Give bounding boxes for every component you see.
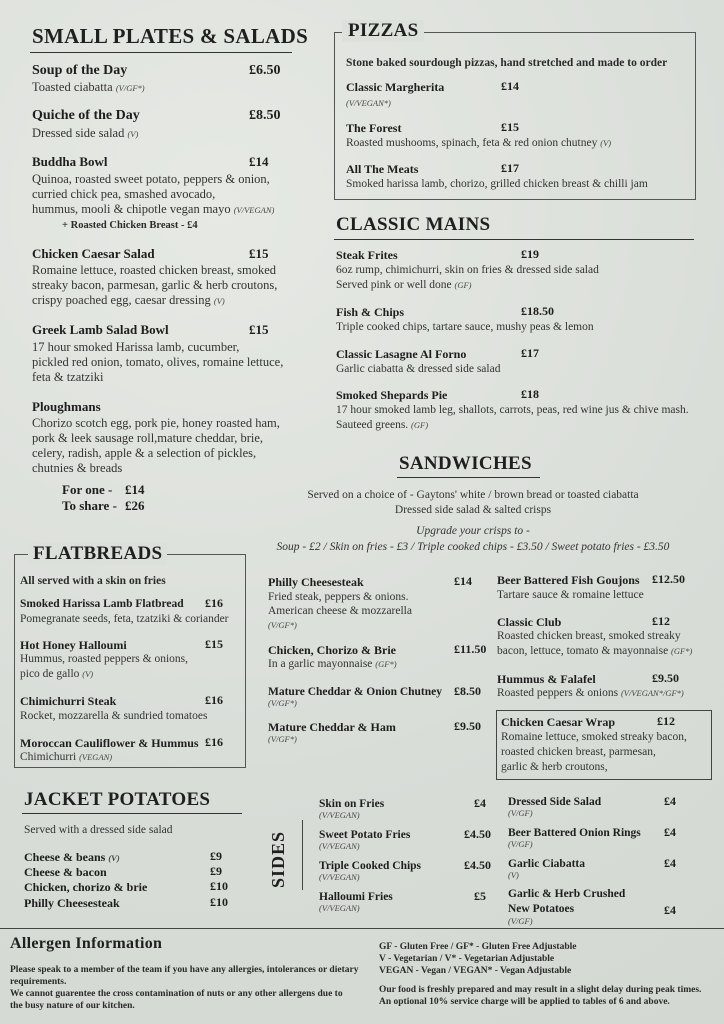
item-greek-price: £15 <box>249 322 269 337</box>
side-salad-diet: (V/GF) <box>508 808 533 818</box>
main-steak-price: £19 <box>521 247 539 261</box>
flatbread-steak-name: Chimichurri Steak <box>20 694 117 708</box>
main-lasagne-desc: Garlic ciabatta & dressed side salad <box>336 363 501 375</box>
side-sweet-price: £4.50 <box>464 827 491 841</box>
side-ciabatta-name: Garlic Ciabatta <box>508 858 585 870</box>
sandwich-cheddar-ham-price: £9.50 <box>454 719 481 733</box>
jacket-philly-name: Philly Cheesesteak <box>24 896 120 910</box>
main-shepards-price: £18 <box>521 387 539 401</box>
flatbread-cauliflower-name: Moroccan Cauliflower & Hummus <box>20 736 199 750</box>
sandwich-philly-desc: Fried steak, peppers & onions. American cheese & mozzarella (V/GF*) <box>268 591 412 630</box>
main-steak-desc: 6oz rump, chimichurri, skin on fries & dressed side salad Served pink or well done (GF) <box>336 264 599 291</box>
side-fries-diet: (V/VEGAN) <box>319 810 360 820</box>
flatbread-lamb-desc: Pomegranate seeds, feta, tzatziki & coriander <box>20 613 229 625</box>
allergen-text: Please speak to a member of the team if you have any allergies, intolerances or dietary requirements. We cannot guarentee the cross contamination of nuts or any other allergens due to the busy nature of our kitchen. <box>10 965 359 1011</box>
flatbread-lamb-price: £16 <box>205 596 223 610</box>
allergen-key: GF - Gluten Free / GF* - Gluten Free Adjustable V - Vegetarian / V* - Vegetarian Adjustable VEGAN - Vegan / VEGAN* - Vegan Adjustable <box>379 942 577 976</box>
side-salad-name: Dressed Side Salad <box>508 796 602 808</box>
jacket-beans-name: Cheese & beans (V) <box>24 850 120 864</box>
side-triple-price: £4.50 <box>464 858 491 872</box>
main-fish-name: Fish & Chips <box>336 305 405 319</box>
sandwich-chorizo-name: Chicken, Chorizo & Brie <box>268 643 396 657</box>
main-fish-desc: Triple cooked chips, tartare sauce, mushy peas & lemon <box>336 321 594 333</box>
allergen-title: Allergen Information <box>10 935 163 952</box>
sandwich-hummus-name: Hummus & Falafel <box>497 672 596 686</box>
item-soup-name: Soup of the Day <box>32 63 128 78</box>
item-greek-desc: 17 hour smoked Harissa lamb, cucumber, pickled red onion, tomato, olives, romaine lettuce, feta & tzatziki <box>32 340 284 384</box>
jacket-beans-price: £9 <box>210 849 222 863</box>
sandwiches-upgrade: Upgrade your crisps to - <box>416 525 530 537</box>
side-sweet-name: Sweet Potato Fries <box>319 829 411 841</box>
main-lasagne-price: £17 <box>521 346 539 360</box>
sandwich-club-name: Classic Club <box>497 615 562 629</box>
item-quiche-desc: Dressed side salad (V) <box>32 126 139 140</box>
jacket-chicken-price: £10 <box>210 879 228 893</box>
pizza-meats-desc: Smoked harissa lamb, chorizo, grilled chicken breast & chilli jam <box>346 178 648 190</box>
side-fries-price: £4 <box>474 796 486 810</box>
side-ciabatta-price: £4 <box>664 856 676 870</box>
pizza-forest-desc: Roasted mushooms, spinach, feta & red onion chutney (V) <box>346 137 612 149</box>
sandwiches-upgrade-options: Soup - £2 / Skin on fries - £3 / Triple cooked chips - £3.50 / Sweet potato fries - £3.50 <box>276 541 670 553</box>
main-lasagne-name: Classic Lasagne Al Forno <box>336 347 467 361</box>
sandwich-club-desc: Roasted chicken breast, smoked streaky bacon, lettuce, tomato & mayonnaise (GF*) <box>497 630 693 657</box>
sandwich-wrap-name: Chicken Caesar Wrap <box>501 715 616 729</box>
pizzas-title: PIZZAS <box>342 20 424 42</box>
sandwich-hummus-price: £9.50 <box>652 671 679 685</box>
jacket-rule <box>22 813 242 814</box>
side-potatoes-diet: (V/GF) <box>508 916 533 926</box>
jacket-philly-price: £10 <box>210 895 228 909</box>
sandwich-goujons-name: Beer Battered Fish Goujons <box>497 573 640 587</box>
side-sweet-diet: (V/VEGAN) <box>319 841 360 851</box>
jacket-chicken-name: Chicken, chorizo & brie <box>24 880 148 894</box>
flatbreads-title: FLATBREADS <box>28 543 167 565</box>
side-halloumi-name: Halloumi Fries <box>319 891 393 903</box>
ploughmans-for-one-price: £14 <box>125 482 145 497</box>
item-caesar-name: Chicken Caesar Salad <box>32 246 155 261</box>
allergen-notes: Our food is freshly prepared and may result in a slight delay during peak times. An optional 10% service charge will be applied to tables of 6 and above. <box>379 985 702 1007</box>
pizza-meats-name: All The Meats <box>346 162 419 176</box>
side-potatoes-price: £4 <box>664 903 676 917</box>
sandwich-goujons-desc: Tartare sauce & romaine lettuce <box>497 589 644 601</box>
main-steak-name: Steak Frites <box>336 248 398 262</box>
item-ploughmans-desc: Chorizo scotch egg, pork pie, honey roasted ham, pork & leek sausage roll,mature cheddar, brie, celery, radish, apple & a selection of pickles, chutnies & breads <box>32 416 280 475</box>
pizza-forest-price: £15 <box>501 120 519 134</box>
side-triple-name: Triple Cooked Chips <box>319 860 422 872</box>
side-onion-diet: (V/GF) <box>508 839 533 849</box>
side-ciabatta-diet: (V) <box>508 870 519 880</box>
sandwich-cheddar-ham-name: Mature Cheddar & Ham <box>268 720 396 734</box>
sandwich-chorizo-price: £11.50 <box>454 642 487 656</box>
side-halloumi-diet: (V/VEGAN) <box>319 903 360 913</box>
side-onion-price: £4 <box>664 825 676 839</box>
sandwiches-title: SANDWICHES <box>399 453 532 474</box>
jacket-title: JACKET POTATOES <box>24 789 211 810</box>
item-caesar-desc: Romaine lettuce, roasted chicken breast, smoked streaky bacon, parmesan, garlic & herb croutons, crispy poached egg, caesar dressing (V) <box>32 263 278 307</box>
side-fries-name: Skin on Fries <box>319 798 385 810</box>
sides-title: SIDES <box>268 830 288 888</box>
jacket-bacon-name: Cheese & bacon <box>24 865 107 879</box>
flatbread-cauliflower-desc: Chimichurri (VEGAN) <box>20 751 113 763</box>
sandwich-philly-name: Philly Cheesesteak <box>268 575 364 589</box>
pizzas-subtitle: Stone baked sourdough pizzas, hand stretched and made to order <box>346 57 668 69</box>
item-caesar-price: £15 <box>249 246 269 261</box>
sandwich-cheddar-chutney-price: £8.50 <box>454 684 481 698</box>
sandwich-wrap-price: £12 <box>657 714 675 728</box>
sandwiches-intro1: Served on a choice of - Gaytons' white / brown bread or toasted ciabatta <box>307 489 639 501</box>
ploughmans-to-share-price: £26 <box>125 498 145 513</box>
ploughmans-to-share: To share - <box>62 498 117 513</box>
pizza-forest-name: The Forest <box>346 121 402 135</box>
item-buddha-name: Buddha Bowl <box>32 154 108 169</box>
main-fish-price: £18.50 <box>521 304 554 318</box>
sandwiches-rule <box>397 477 540 478</box>
sandwich-chorizo-desc: In a garlic mayonnaise (GF*) <box>268 658 397 670</box>
item-buddha-extra: + Roasted Chicken Breast - £4 <box>62 220 198 231</box>
sandwich-cheddar-ham-diet: (V/GF*) <box>268 734 297 744</box>
pizza-meats-price: £17 <box>501 161 519 175</box>
flatbread-cauliflower-price: £16 <box>205 735 223 749</box>
ploughmans-for-one: For one - <box>62 482 113 497</box>
item-greek-name: Greek Lamb Salad Bowl <box>32 322 169 337</box>
pizza-margherita-name: Classic Margherita <box>346 80 445 94</box>
pizza-margherita-diet: (V/VEGAN*) <box>346 98 391 108</box>
flatbread-lamb-name: Smoked Harissa Lamb Flatbread <box>20 598 184 610</box>
sides-divider <box>302 820 303 890</box>
side-triple-diet: (V/VEGAN) <box>319 872 360 882</box>
flatbread-halloumi-price: £15 <box>205 637 223 651</box>
item-buddha-price: £14 <box>249 154 269 169</box>
item-soup-price: £6.50 <box>249 63 281 78</box>
allergen-divider <box>0 928 724 929</box>
side-halloumi-price: £5 <box>474 889 486 903</box>
main-shepards-desc: 17 hour smoked lamb leg, shallots, carrots, peas, red wine jus & chive mash. Sauteed greens. (GF) <box>336 404 689 431</box>
jacket-intro: Served with a dressed side salad <box>24 824 173 836</box>
small-plates-rule <box>30 52 292 53</box>
flatbread-halloumi-desc: Hummus, roasted peppers & onions, pico de gallo (V) <box>20 653 189 680</box>
item-quiche-price: £8.50 <box>249 108 281 123</box>
jacket-bacon-price: £9 <box>210 864 222 878</box>
main-shepards-name: Smoked Shepards Pie <box>336 388 448 402</box>
side-salad-price: £4 <box>664 794 676 808</box>
sandwich-hummus-desc: Roasted peppers & onions (V/VEGAN*/GF*) <box>497 687 684 699</box>
item-quiche-name: Quiche of the Day <box>32 108 140 123</box>
sandwiches-intro2: Dressed side salad & salted crisps <box>394 504 552 516</box>
sandwich-goujons-price: £12.50 <box>652 572 685 586</box>
item-buddha-desc: Quinoa, roasted sweet potato, peppers & onion, curried chick pea, smashed avocado, hummus, mooli & chipotle vegan mayo (V/VEGAN) <box>32 172 275 216</box>
side-onion-name: Beer Battered Onion Rings <box>508 827 641 839</box>
sandwich-cheddar-chutney-diet: (V/GF*) <box>268 698 297 708</box>
mains-title: CLASSIC MAINS <box>336 214 491 235</box>
sandwich-club-price: £12 <box>652 614 670 628</box>
sandwich-wrap-desc: Romaine lettuce, smoked streaky bacon, roasted chicken breast, parmesan, garlic & herb croutons, <box>501 731 687 773</box>
mains-rule <box>334 239 694 240</box>
side-potatoes-name: Garlic & Herb Crushed New Potatoes <box>508 888 626 915</box>
flatbread-halloumi-name: Hot Honey Halloumi <box>20 638 127 652</box>
sandwich-philly-price: £14 <box>454 574 472 588</box>
sandwich-cheddar-chutney-name: Mature Cheddar & Onion Chutney <box>268 686 443 698</box>
pizza-margherita-price: £14 <box>501 79 519 93</box>
item-ploughmans-name: Ploughmans <box>32 399 101 414</box>
flatbread-steak-desc: Rocket, mozzarella & sundried tomatoes <box>20 710 208 722</box>
flatbread-steak-price: £16 <box>205 693 223 707</box>
item-soup-desc: Toasted ciabatta (V/GF*) <box>32 80 145 94</box>
flatbreads-intro: All served with a skin on fries <box>20 575 166 587</box>
small-plates-title: SMALL PLATES & SALADS <box>32 24 309 48</box>
